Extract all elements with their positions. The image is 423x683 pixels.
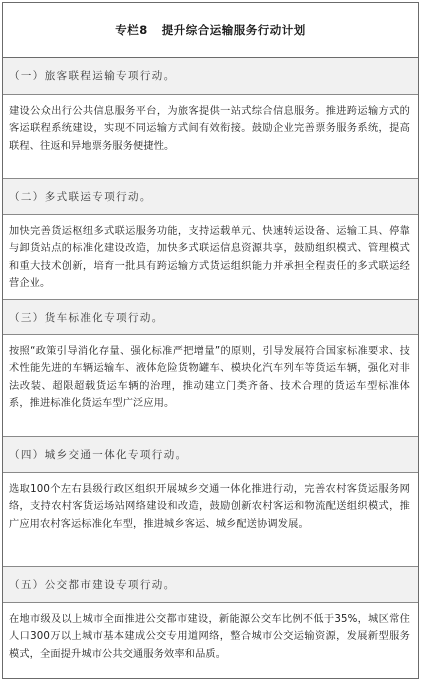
section-body-5: 在地市级及以上城市全面推进公交都市建设，新能源公交车比例不低于35%，城区常住人口300万以上城市基本建成公交专用道网络，整合城市公交运输资源，发展新型服务模式，全面提升城市公共交通服务效率和品质。	[9, 614, 410, 660]
box-title: 提升综合运输服务行动计划	[161, 23, 306, 37]
section-body-2: 加快完善货运枢纽多式联运服务功能，支持运载单元、快速转运设备、运输工具、停靠与卸货站点的标准化建设改造，加快多式联运信息资源共享，鼓励组织模式、管理模式和重大技术创新，培育一批具有跨运输方式货运组织能力并承担全程责任的多式联运经营企业。	[3, 215, 418, 300]
box-number: 专栏8	[115, 23, 148, 37]
section-heading-1: （一）旅客联程运输专项行动。	[3, 58, 418, 95]
section-heading-3: （三）货车标准化专项行动。	[3, 300, 418, 335]
section-body-1: 建设公众出行公共信息服务平台，为旅客提供一站式综合信息服务。推进跨运输方式的客运联程系统建设，实现不同运输方式间有效衔接。鼓励企业完善票务服务系统，提高联程、往返和异地票务服务便捷性。	[3, 95, 418, 179]
section-body-3: 按照“政策引导消化存量、强化标准严把增量”的原则，引导发展符合国家标准要求、技术性能先进的车辆运输车、液体危险货物罐车、模块化汽车列车等货运车辆，强化对非法改装、超限超载货运车辆的治理，推动建立门类齐备、技术合理的货运车型标准体系，推进标准化货运车型广泛应用。	[3, 335, 418, 437]
section-heading-4: （四）城乡交通一体化专项行动。	[3, 437, 418, 473]
section-body-4: 选取100个左右县级行政区组织开展城乡交通一体化推进行动，完善农村客货运服务网络，支持农村客货运场站网络建设和改造，鼓励创新农村客运和物流配送组织模式，推广应用农村客运标准化车型，推进城乡客运、城乡配送协调发展。	[3, 473, 418, 567]
box-title-row	[3, 3, 418, 58]
section-heading-5: （五）公交都市建设专项行动。	[3, 567, 418, 603]
feature-box	[2, 2, 419, 679]
section-heading-2: （二）多式联运专项行动。	[3, 179, 418, 215]
